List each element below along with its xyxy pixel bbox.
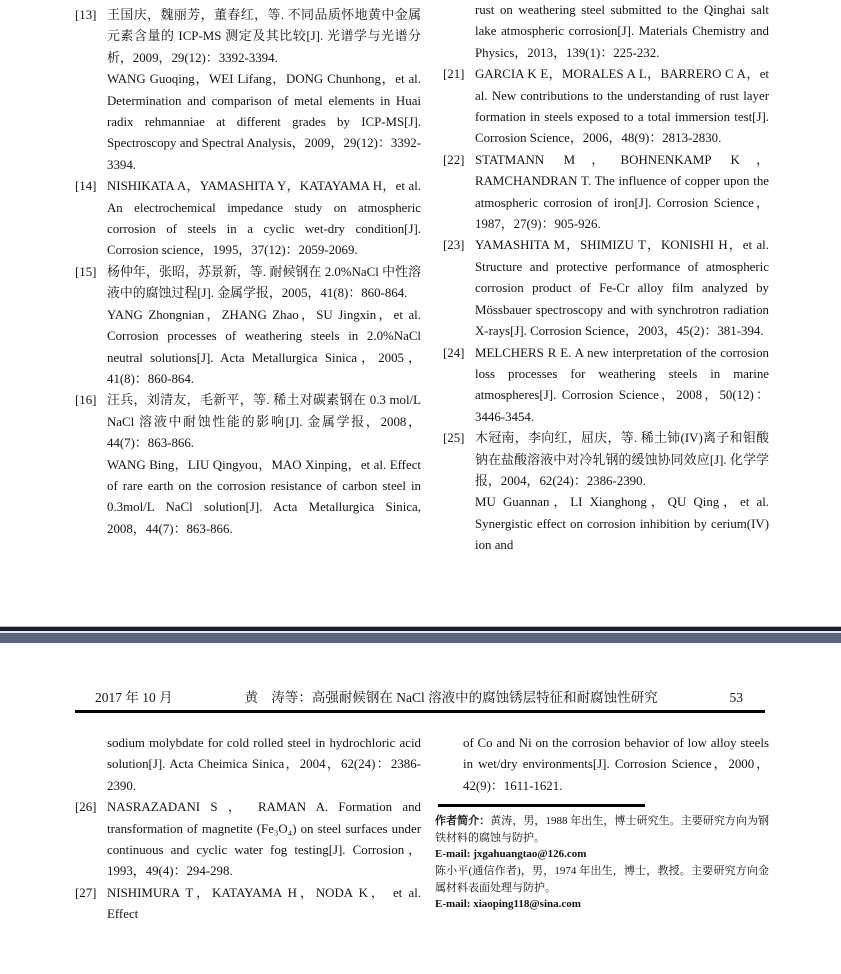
reference-item-13: [75, 5, 421, 176]
header-page-number: 53: [729, 690, 743, 705]
page2-running-head: [75, 689, 765, 707]
reference-body: [475, 428, 769, 556]
author-bio-line-1: [435, 813, 769, 846]
page1-right-column: [443, 0, 769, 557]
author-email-1: E-mail: jxgahuangtao@126.com: [435, 848, 587, 861]
reference-item-27: [75, 883, 421, 926]
reference-body: [107, 883, 421, 926]
reference-text-en: NASRAZADANI S ， RAMAN A. Formation and transformation of magnetite (Fe₃O₄) on steel surfaces under continuous and cyclic water fog testing[J]. Corrosion，1993，49(4)：294-298.: [107, 800, 421, 879]
reference-item-21: [443, 64, 769, 150]
reference-body: [475, 343, 769, 429]
reference-item-24: [443, 343, 769, 429]
author-email-2: E-mail: xiaoping118@sina.com: [435, 898, 581, 911]
header-title: 黄 涛等：高强耐候钢在 NaCl 溶液中的腐蚀锈层特征和耐腐蚀性研究: [244, 690, 658, 705]
reference-text-en: NISHIKATA A，YAMASHITA Y，KATAYAMA H，et al. An electrochemical impedance study on atmospheric corrosion of steels in a cyclic wet-dry condition[J]. Corrosion science，1995，37(12)：2059-2069.: [107, 179, 421, 258]
page1-left-column: [75, 5, 421, 540]
author-bio-text-2: 陈小平(通信作者)，男，1974 年出生，博士，教授。主要研究方向金属材料表面处理与防护。: [435, 865, 769, 894]
reference-text-en: MELCHERS R E. A new interpretation of the corrosion loss processes for weathering steels in marine atmospheres[J]. Corrosion Science，2008，50(12)：3446-3454.: [475, 345, 769, 424]
reference-text-en: NISHIMURA T，KATAYAMA H，NODA K， et al. Effect: [107, 885, 421, 922]
reference-number: [24]: [443, 345, 465, 360]
reference-text-en: YANG Zhongnian，ZHANG Zhao，SU Jingxin，et al. Corrosion processes of weathering steels in 2.0%NaCl neutral solutions[J]. Acta Metallurgica Sinica，2005，41(8)：860-864.: [107, 307, 421, 386]
reference-number: [23]: [443, 238, 465, 253]
reference-body: [475, 235, 769, 342]
reference-number: [16]: [75, 393, 97, 408]
reference-item-23: [443, 235, 769, 342]
reference-number: [25]: [443, 431, 465, 446]
reference-number: [27]: [75, 885, 97, 900]
reference-body: [107, 390, 421, 540]
reference-body: [107, 176, 421, 262]
reference-text-en: GARCIA K E，MORALES A L，BARRERO C A，et al. New contributions to the understanding of rust layer formation in steels exposed to a total immersion test[J]. Corrosion Science，2006，48(9)：2813-2830.: [475, 67, 769, 146]
reference-number: [13]: [75, 8, 97, 22]
reference-continuation-20: [443, 0, 769, 64]
reference-body: [107, 797, 421, 883]
reference-number: [22]: [443, 152, 465, 167]
reference-number: [21]: [443, 67, 465, 82]
header-date: 2017 年 10 月: [95, 690, 173, 705]
reference-text-cn: 杨仲年，张昭，苏景新，等. 耐候钢在 2.0%NaCl 中性溶液中的腐蚀过程[J]. 金属学报，2005，41(8)：860-864.: [107, 264, 421, 301]
reference-text-en: sodium molybdate for cold rolled steel in hydrochloric acid solution[J]. Acta Cheimica Sinica，2004，62(24)：2386-2390.: [107, 736, 421, 793]
reference-text-en: STATMANN M，BOHNENKAMP K，RAMCHANDRAN T. The influence of copper upon the atmospheric corrosion of iron[J]. Corrosion Science，1987，27(9)：905-926.: [475, 152, 769, 232]
page2-right-column: [435, 733, 769, 913]
reference-body: [475, 150, 769, 236]
author-bio-text-1: 黄涛，男，1988 年出生，博士研究生。主要研究方向为钢铁材料的腐蚀与防护。: [435, 815, 770, 844]
reference-item-14: [75, 176, 421, 262]
reference-item-22: [443, 150, 769, 236]
reference-number: [26]: [75, 800, 97, 815]
author-bio-rule: [438, 804, 645, 807]
reference-text-en: WANG Guoqing，WEI Lifang，DONG Chunhong，et al. Determination and comparison of metal elements in Huai radix rehmanniae at different grades by ICP-MS[J]. Spectroscopy and Spectral Analysis，2009，29(12)：3392-3394.: [107, 72, 421, 172]
reference-text-cn: 王国庆，魏丽芳，董春红，等. 不同品质怀地黄中金属元素含量的 ICP-MS 测定及其比较[J]. 光谱学与光谱分析，2009，29(12)：3392-3394.: [107, 8, 421, 65]
reference-item-15: [75, 262, 421, 390]
reference-body: [107, 5, 421, 176]
author-bio: [435, 813, 769, 913]
reference-number: [14]: [75, 179, 97, 194]
reference-text-en: of Co and Ni on the corrosion behavior of low alloy steels in wet/dry environments[J]. Corrosion Science，2000，42(9)：1611-1621.: [463, 736, 769, 793]
page2-left-column: [75, 733, 421, 926]
reference-item-25: [443, 428, 769, 556]
reference-body: [107, 262, 421, 390]
reference-item-26: [75, 797, 421, 883]
reference-body: [475, 64, 769, 150]
reference-continuation-27: [435, 733, 769, 797]
divider-slate-band: [0, 633, 841, 643]
reference-continuation-25: [75, 733, 421, 797]
reference-text-cn: 汪兵，刘清友，毛新平，等. 稀土对碳素钢在 0.3 mol/L NaCl 溶液中耐蚀性能的影响[J]. 金属学报，2008，44(7)：863-866.: [107, 393, 421, 451]
reference-text-en: rust on weathering steel submitted to the Qinghai salt lake atmospheric corrosion[J]. Materials Chemistry and Physics，2013，139(1)：225-232.: [475, 3, 769, 60]
author-bio-label: 作者简介：: [435, 815, 491, 828]
header-rule: [75, 710, 765, 713]
reference-text-en: MU Guannan，LI Xianghong，QU Qing，et al. Synergistic effect on corrosion inhibition by cerium(IV) ion and: [475, 495, 769, 553]
reference-text-en: WANG Bing，LIU Qingyou，MAO Xinping，et al. Effect of rare earth on the corrosion resistance of carbon steel in 0.3mol/L NaCl solution[J]. Acta Metallurgica Sinica, 2008，44(7)：863-866.: [107, 457, 421, 536]
reference-text-en: YAMASHITA M，SHIMIZU T，KONISHI H，et al. Structure and protective performance of atmospheric corrosion product of Fe-Cr alloy film analyzed by Mössbauer spectroscopy and with synchrotron radiation X-rays[J]. Corrosion Science，2003，45(2)：381-394.: [475, 238, 769, 339]
reference-number: [15]: [75, 264, 97, 279]
reference-text-cn: 木冠南，李向红，屈庆，等. 稀土铈(IV)离子和钼酸钠在盐酸溶液中对冷轧钢的缓蚀协同效应[J]. 化学学报，2004，62(24)：2386-2390.: [475, 431, 769, 488]
reference-item-16: [75, 390, 421, 540]
